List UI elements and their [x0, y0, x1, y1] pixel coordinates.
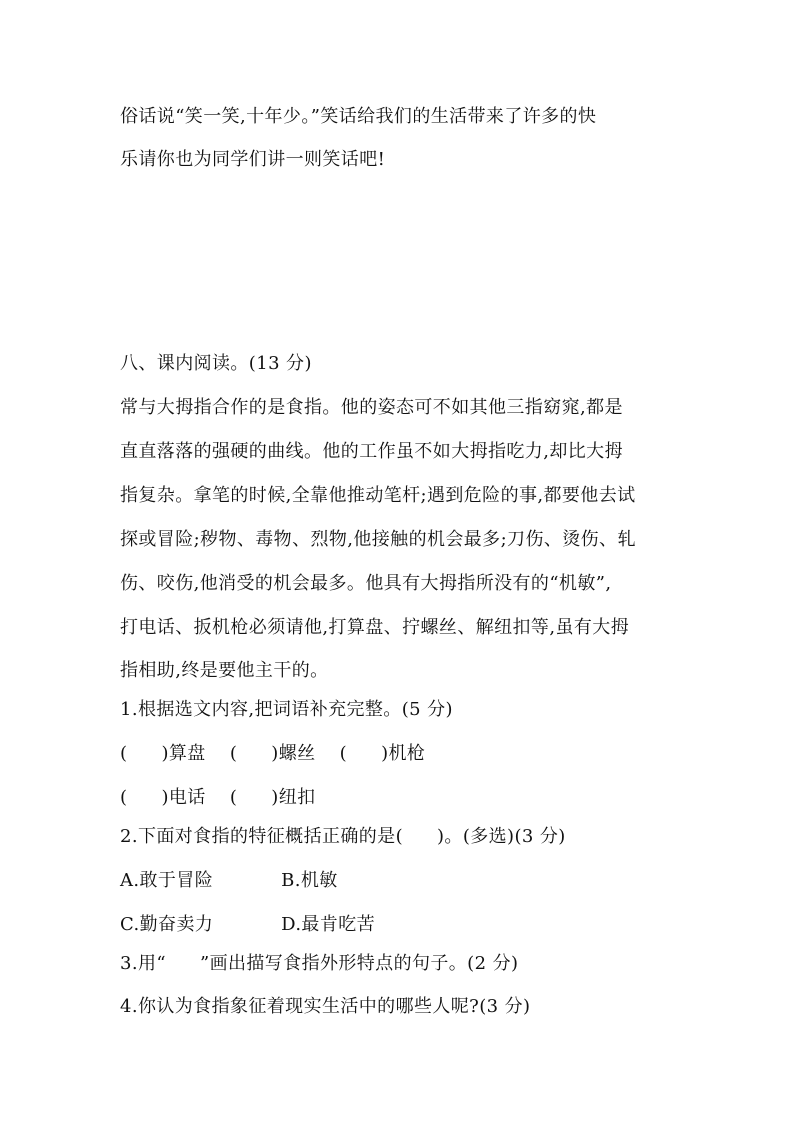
question-3 [120, 952, 680, 976]
question-1-blanks-row-1 [120, 742, 680, 766]
option-a[interactable]: A.敢于冒险 [120, 870, 214, 891]
blank-word: 电话 [168, 787, 206, 808]
question-3-text-before: 3.用“ [120, 953, 166, 974]
blank-word: 机枪 [388, 743, 426, 764]
passage-line: 指复杂。拿笔的时候,全靠他推动笔杆;遇到危险的事,都要他去试 [120, 485, 636, 506]
blank-open-paren: ( [120, 787, 128, 808]
blank-close-paren: ) [381, 743, 389, 764]
question-2-text-after: )。(多选)(3 分) [437, 826, 566, 847]
fill-blank-niukou[interactable] [230, 786, 316, 810]
fill-blank-luosi[interactable] [230, 742, 316, 766]
blank-word: 螺丝 [278, 743, 316, 764]
passage-line: 指相助,终是要他主干的。 [120, 660, 329, 681]
option-d[interactable]: D.最肯吃苦 [281, 914, 376, 935]
blank-close-paren: ) [271, 787, 279, 808]
intro-line-1: 俗话说“笑一笑,十年少。”笑话给我们的生活带来了许多的快 [120, 106, 597, 127]
question-2-text-before: 2.下面对食指的特征概括正确的是( [120, 826, 403, 847]
blank-open-paren: ( [120, 743, 128, 764]
blank-word: 纽扣 [278, 787, 316, 808]
section-title: 八、课内阅读。(13 分) [120, 353, 312, 374]
question-4: 4.你认为食指象征着现实生活中的哪些人呢?(3 分) [120, 996, 531, 1017]
question-1-blanks-row-2 [120, 786, 680, 810]
blank-close-paren: ) [161, 787, 169, 808]
passage-line: 常与大拇指合作的是食指。他的姿态可不如其他三指窈窕,都是 [120, 397, 623, 418]
fill-blank-jiqiang[interactable] [340, 742, 426, 766]
question-3-text-after: ”画出描写食指外形特点的句子。(2 分) [199, 953, 519, 974]
passage-line: 打电话、扳机枪必须请他,打算盘、拧螺丝、解纽扣等,虽有大拇 [120, 617, 630, 638]
blank-close-paren: ) [161, 743, 169, 764]
question-2-options-row-2 [120, 913, 680, 937]
question-2 [120, 825, 680, 849]
blank-open-paren: ( [229, 787, 238, 808]
question-2-options-row-1 [120, 869, 680, 893]
blank-open-paren: ( [339, 743, 348, 764]
intro-line-2: 乐请你也为同学们讲一则笑话吧! [120, 149, 386, 170]
option-b[interactable]: B.机敏 [281, 870, 338, 891]
blank-close-paren: ) [271, 743, 279, 764]
passage-line: 伤、咬伤,他消受的机会最多。他具有大拇指所没有的“机敏”, [120, 573, 612, 594]
blank-open-paren: ( [229, 743, 238, 764]
question-1: 1.根据选文内容,把词语补充完整。(5 分) [120, 699, 453, 720]
fill-blank-suanpan[interactable] [120, 742, 206, 766]
fill-blank-dianhua[interactable] [120, 786, 206, 810]
blank-word: 算盘 [168, 743, 206, 764]
passage-line: 探或冒险;秽物、毒物、烈物,他接触的机会最多;刀伤、烫伤、轧 [120, 529, 636, 550]
option-c[interactable]: C.勤奋卖力 [120, 914, 214, 935]
passage-line: 直直落落的强硬的曲线。他的工作虽不如大拇指吃力,却比大拇 [120, 441, 623, 462]
